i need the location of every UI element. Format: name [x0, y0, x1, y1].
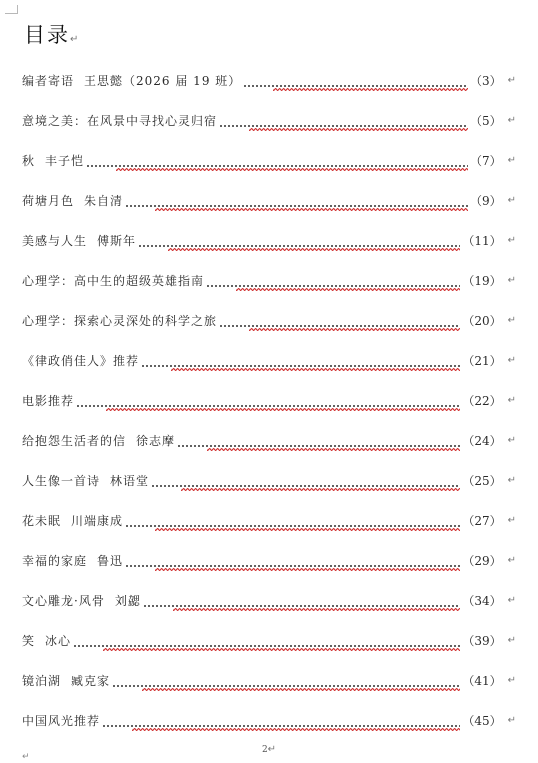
toc-entry-author: 徐志摩 [136, 434, 176, 448]
toc-entry-author: 鲁迅 [97, 554, 124, 568]
paragraph-mark-icon: ↵ [507, 155, 516, 166]
paragraph-mark-icon: ↵ [507, 555, 516, 566]
toc-entry-page: （41） [462, 674, 502, 688]
toc-entry-author: 臧克家 [71, 674, 111, 688]
toc-entry-page: （20） [462, 314, 502, 328]
dot-leader [177, 430, 460, 452]
paragraph-mark-icon: ↵ [507, 195, 516, 206]
toc-entry-title: 文心雕龙·风骨 [22, 594, 105, 608]
toc-entry-title: 美感与人生 [22, 234, 88, 248]
paragraph-mark-icon: ↵ [507, 355, 516, 366]
toc-entry[interactable] [22, 350, 516, 390]
toc-entry[interactable] [22, 670, 516, 710]
paragraph-mark-icon: ↵ [507, 475, 516, 486]
title-text: 目录 [24, 23, 70, 47]
paragraph-mark-icon: ↵ [507, 435, 516, 446]
dot-leader [76, 390, 460, 412]
toc-entry-title: 笑 [22, 634, 36, 648]
toc-entry-author: 林语堂 [110, 474, 150, 488]
toc-entry-author: 刘勰 [114, 594, 141, 608]
toc-entry-title: 心理学：高中生的超级英雄指南 [22, 274, 205, 288]
toc-entry-author: 冰心 [45, 634, 72, 648]
toc-entry[interactable] [22, 190, 516, 230]
toc-entry-title: 心理学：探索心灵深处的科学之旅 [22, 314, 218, 328]
toc-entry-page: （27） [462, 514, 502, 528]
toc-entry-title: 花未眠 [22, 514, 62, 528]
toc-entry-title: 幸福的家庭 [22, 554, 88, 568]
dot-leader [125, 510, 460, 532]
toc-entry-page: （45） [462, 714, 502, 728]
toc-entry-title: 镜泊湖 [22, 674, 62, 688]
paragraph-mark-icon: ↵ [70, 34, 81, 45]
dot-leader [206, 270, 460, 292]
toc-entry[interactable] [22, 310, 516, 350]
toc-entry-page: （39） [462, 634, 502, 648]
toc-entry[interactable] [22, 270, 516, 310]
dot-leader [141, 350, 460, 372]
paragraph-mark-icon: ↵ [507, 315, 516, 326]
toc-entry[interactable] [22, 430, 516, 470]
toc-entry-title: 意境之美：在风景中寻找心灵归宿 [22, 114, 218, 128]
toc-entry-title: 编者寄语 [22, 74, 75, 88]
toc-entry-title: 人生像一首诗 [22, 474, 101, 488]
toc-entry-page: （19） [462, 274, 502, 288]
page-number-text: 2 [261, 745, 268, 755]
toc-entry-page: （5） [469, 114, 502, 128]
dot-leader [219, 310, 460, 332]
footer-paragraph-mark-icon: ↵ [22, 752, 30, 762]
toc-entry-author: 傅斯年 [97, 234, 137, 248]
toc-entry-page: （11） [462, 234, 502, 248]
toc-entry-title: 中国风光推荐 [22, 714, 101, 728]
toc-entry[interactable] [22, 110, 516, 150]
toc-entry-title: 给抱怨生活者的信 [22, 434, 127, 448]
toc-entry-page: （34） [462, 594, 502, 608]
toc-entry-page: （9） [469, 194, 502, 208]
dot-leader [86, 150, 468, 172]
toc-entry-page: （3） [469, 74, 502, 88]
dot-leader [138, 230, 460, 252]
toc-entry-page: （24） [462, 434, 502, 448]
paragraph-mark-icon: ↵ [507, 275, 516, 286]
paragraph-mark-icon: ↵ [507, 595, 516, 606]
footer-page-number [0, 744, 538, 755]
dot-leader [219, 110, 468, 132]
page-title [24, 19, 80, 49]
toc-entry[interactable] [22, 470, 516, 510]
paragraph-mark-icon: ↵ [507, 75, 516, 86]
toc-entry[interactable] [22, 510, 516, 550]
paragraph-mark-icon: ↵ [507, 675, 516, 686]
dot-leader [243, 70, 468, 92]
toc-entry-page: （22） [462, 394, 502, 408]
toc-entry[interactable] [22, 230, 516, 270]
toc-entry[interactable] [22, 70, 516, 110]
toc-entry[interactable] [22, 390, 516, 430]
paragraph-mark-icon: ↵ [507, 635, 516, 646]
toc-entry-page: （29） [462, 554, 502, 568]
toc-entry-author: 川端康成 [71, 514, 124, 528]
paragraph-mark-icon: ↵ [507, 515, 516, 526]
paragraph-mark-icon: ↵ [507, 395, 516, 406]
paragraph-mark-icon: ↵ [507, 715, 516, 726]
toc-entry-author: 王思懿（2026 届 19 班） [84, 74, 242, 88]
page-corner-mark [5, 5, 18, 14]
table-of-contents [22, 70, 516, 750]
toc-entry[interactable] [22, 590, 516, 630]
paragraph-mark-icon: ↵ [267, 744, 277, 755]
dot-leader [102, 710, 460, 732]
toc-entry[interactable] [22, 630, 516, 670]
toc-entry-page: （25） [462, 474, 502, 488]
dot-leader [151, 470, 460, 492]
dot-leader [143, 590, 460, 612]
toc-entry-title: 电影推荐 [22, 394, 75, 408]
toc-entry-page: （7） [469, 154, 502, 168]
toc-entry-author: 丰子恺 [45, 154, 85, 168]
dot-leader [125, 190, 468, 212]
toc-entry-page: （21） [462, 354, 502, 368]
dot-leader [73, 630, 460, 652]
toc-entry[interactable] [22, 150, 516, 190]
toc-entry-author: 朱自清 [84, 194, 124, 208]
dot-leader [125, 550, 460, 572]
paragraph-mark-icon: ↵ [507, 115, 516, 126]
paragraph-mark-icon: ↵ [507, 235, 516, 246]
toc-entry-title: 荷塘月色 [22, 194, 75, 208]
dot-leader [112, 670, 460, 692]
toc-entry[interactable] [22, 550, 516, 590]
toc-entry-title: 《律政俏佳人》推荐 [22, 354, 140, 368]
toc-entry-title: 秋 [22, 154, 36, 168]
